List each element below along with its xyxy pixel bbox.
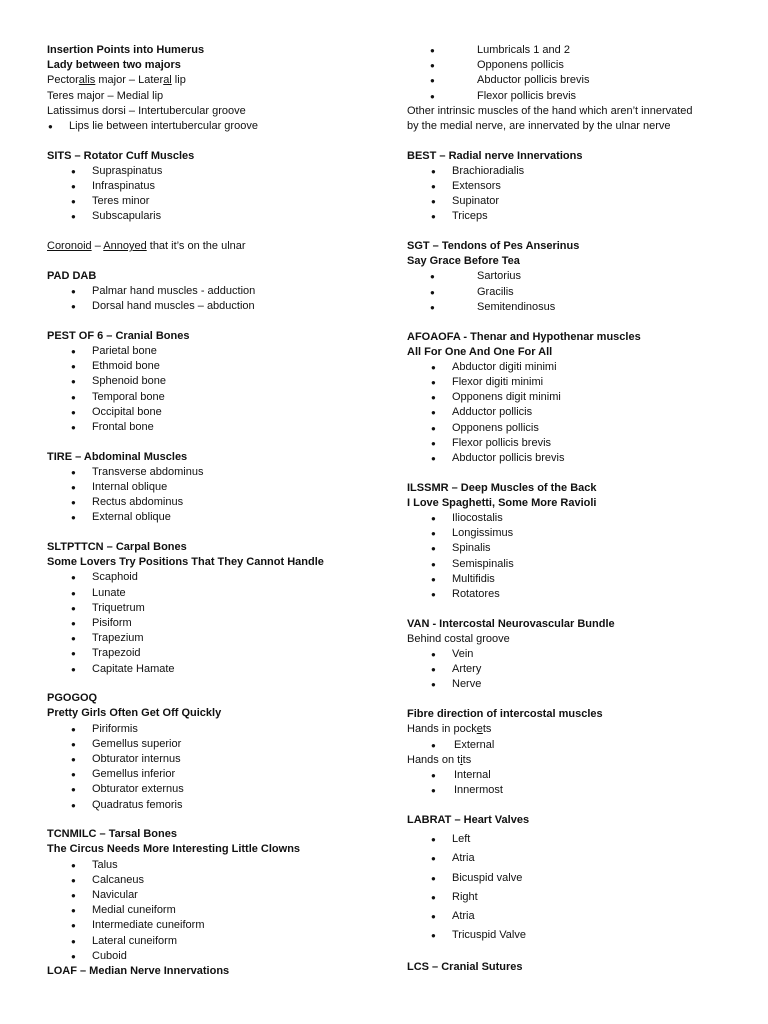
list-item-label: Opponens pollicis bbox=[477, 59, 564, 72]
bullet-icon: ● bbox=[48, 121, 53, 131]
list-item bbox=[47, 737, 387, 752]
bullet-icon: ● bbox=[430, 272, 435, 282]
list-item bbox=[47, 903, 387, 918]
bullet-icon: ● bbox=[71, 619, 76, 628]
body-line: Teres major – Medial lip bbox=[47, 89, 164, 102]
list-item-label: Medial cuneiform bbox=[92, 904, 176, 917]
section-title: LABRAT – Heart Valves bbox=[407, 813, 530, 826]
list-item bbox=[407, 768, 747, 783]
list-item-label: Talus bbox=[92, 858, 118, 871]
list-item-label: Sartorius bbox=[477, 270, 522, 283]
bullet-icon: ● bbox=[431, 854, 436, 864]
bullet-icon: ● bbox=[71, 377, 76, 387]
bullet-icon: ● bbox=[71, 407, 76, 417]
list-item bbox=[47, 510, 387, 525]
bullet-list bbox=[407, 511, 747, 602]
list-item-label: Flexor pollicis brevis bbox=[477, 89, 577, 102]
bullet-icon: ● bbox=[71, 212, 76, 222]
bullet-icon: ● bbox=[431, 197, 436, 207]
section-title: LOAF – Median Nerve Innervations bbox=[47, 964, 230, 977]
bullet-icon: ● bbox=[431, 212, 436, 222]
bullet-icon: ● bbox=[71, 921, 76, 931]
list-item-label: Vein bbox=[452, 648, 474, 661]
right-column bbox=[407, 43, 747, 975]
list-item-label: Semispinalis bbox=[452, 557, 514, 570]
bullet-list bbox=[407, 647, 747, 693]
bullet-icon: ● bbox=[431, 770, 436, 780]
list-item-label: Semitendinosus bbox=[477, 300, 556, 313]
list-item-label: Flexor pollicis brevis bbox=[452, 436, 552, 449]
bullet-icon: ● bbox=[430, 61, 435, 71]
list-item bbox=[407, 888, 747, 907]
section-title: BEST – Radial nerve Innervations bbox=[407, 149, 583, 162]
bullet-list bbox=[47, 164, 387, 225]
list-item bbox=[47, 480, 387, 495]
list-item-label: Intermediate cuneiform bbox=[92, 919, 205, 932]
list-item bbox=[407, 526, 747, 541]
bullet-icon: ● bbox=[71, 347, 76, 356]
list-item bbox=[47, 888, 387, 903]
list-item-label: Flexor digiti minimi bbox=[452, 376, 544, 389]
list-item bbox=[47, 858, 387, 873]
bullet-icon: ● bbox=[431, 912, 436, 922]
section-subtitle: Some Lovers Try Positions That They Cannot Handle bbox=[47, 556, 324, 569]
list-item-label: Rectus abdominus bbox=[92, 496, 184, 509]
list-item-label: Gracilis bbox=[477, 285, 514, 298]
section-title: PEST OF 6 – Cranial Bones bbox=[47, 329, 190, 342]
list-item-label: Supinator bbox=[452, 195, 500, 208]
list-item-label: Cuboid bbox=[92, 949, 127, 962]
bullet-icon: ● bbox=[71, 588, 76, 598]
section-title: SGT – Tendons of Pes Anserinus bbox=[407, 240, 580, 253]
list-item bbox=[47, 374, 387, 389]
list-item-label: Obturator internus bbox=[92, 753, 181, 765]
list-item-label: Pisiform bbox=[92, 617, 132, 629]
list-item-label: Innermost bbox=[454, 784, 503, 797]
bullet-icon: ● bbox=[431, 650, 436, 660]
list-item bbox=[407, 73, 747, 88]
bullet-icon: ● bbox=[71, 422, 76, 432]
bullet-icon: ● bbox=[71, 467, 76, 477]
list-item bbox=[47, 949, 387, 964]
list-item bbox=[47, 752, 387, 767]
list-item-label: Tricuspid Valve bbox=[452, 929, 526, 942]
list-item bbox=[47, 934, 387, 949]
list-item-label: Abductor pollicis brevis bbox=[477, 74, 590, 87]
section-subtitle: Pretty Girls Often Get Off Quickly bbox=[47, 707, 222, 720]
list-item bbox=[407, 421, 747, 436]
bullet-icon: ● bbox=[71, 603, 76, 613]
bullet-icon: ● bbox=[431, 574, 436, 584]
section-subtitle: Lady between two majors bbox=[47, 59, 181, 72]
bullet-icon: ● bbox=[431, 559, 436, 569]
body-line: by the medial nerve, are innervated by the ulnar nerve bbox=[407, 119, 671, 132]
bullet-icon: ● bbox=[430, 302, 435, 312]
bullet-icon: ● bbox=[71, 513, 76, 523]
list-item-label: Left bbox=[452, 832, 471, 845]
list-item-label: Bicuspid valve bbox=[452, 871, 523, 884]
list-item-label: Frontal bone bbox=[92, 420, 154, 433]
list-item bbox=[47, 299, 387, 314]
list-item-label: Ethmoid bone bbox=[92, 360, 160, 373]
bullet-icon: ● bbox=[431, 834, 436, 844]
bullet-icon: ● bbox=[431, 438, 436, 448]
list-item bbox=[47, 722, 387, 737]
list-item bbox=[47, 767, 387, 782]
body-line: Latissimus dorsi – Intertubercular groove bbox=[47, 104, 246, 117]
list-item bbox=[47, 179, 387, 194]
list-item bbox=[407, 269, 747, 284]
list-item-label: External oblique bbox=[92, 511, 171, 524]
bullet-icon: ● bbox=[71, 573, 76, 583]
list-item-label: Obturator externus bbox=[92, 783, 184, 796]
bullet-icon: ● bbox=[431, 393, 436, 403]
list-item bbox=[407, 285, 747, 300]
list-item bbox=[47, 601, 387, 616]
list-item bbox=[407, 557, 747, 572]
list-item bbox=[47, 465, 387, 480]
list-item-label: Lunate bbox=[92, 586, 126, 599]
bullet-icon: ● bbox=[71, 891, 76, 900]
list-item bbox=[407, 375, 747, 390]
list-item-label: Trapezium bbox=[92, 632, 144, 645]
section-title: SITS – Rotator Cuff Muscles bbox=[47, 149, 195, 162]
list-item-label: Subscapularis bbox=[92, 210, 162, 223]
list-item bbox=[407, 164, 747, 179]
section-title: ILSSMR – Deep Muscles of the Back bbox=[407, 481, 597, 494]
list-item bbox=[407, 541, 747, 556]
bullet-list bbox=[407, 269, 747, 315]
list-item-label: Dorsal hand muscles – abduction bbox=[92, 300, 255, 313]
bullet-icon: ● bbox=[71, 649, 76, 659]
list-item bbox=[47, 616, 387, 631]
list-item-label: Nerve bbox=[452, 678, 482, 691]
list-item-label: Gemellus inferior bbox=[92, 768, 176, 781]
list-item bbox=[47, 284, 387, 299]
bullet-icon: ● bbox=[431, 182, 436, 191]
list-item bbox=[47, 662, 387, 677]
list-item bbox=[407, 830, 747, 849]
list-item bbox=[47, 631, 387, 646]
list-item bbox=[407, 194, 747, 209]
bullet-icon: ● bbox=[431, 873, 436, 883]
list-item bbox=[47, 646, 387, 661]
bullet-icon: ● bbox=[71, 770, 76, 780]
list-item bbox=[407, 179, 747, 194]
bullet-list bbox=[407, 828, 747, 946]
bullet-icon: ● bbox=[71, 875, 76, 885]
list-item bbox=[47, 359, 387, 374]
list-item-label: Iliocostalis bbox=[452, 512, 503, 525]
list-item bbox=[47, 209, 387, 224]
bullet-icon: ● bbox=[431, 408, 436, 418]
list-item bbox=[407, 572, 747, 587]
bullet-icon: ● bbox=[71, 362, 76, 372]
section-subtitle: Behind costal groove bbox=[407, 632, 510, 645]
list-item-label: Quadratus femoris bbox=[92, 798, 183, 811]
section-subtitle: I Love Spaghetti, Some More Ravioli bbox=[407, 496, 597, 509]
list-item-label: Triceps bbox=[452, 210, 488, 223]
list-item-label: Artery bbox=[452, 663, 482, 676]
section-title: PAD DAB bbox=[47, 269, 97, 282]
list-item bbox=[47, 918, 387, 933]
section-title: VAN - Intercostal Neurovascular Bundle bbox=[407, 617, 615, 630]
bullet-list bbox=[47, 344, 387, 435]
list-item-label: Supraspinatus bbox=[92, 164, 163, 177]
bullet-icon: ● bbox=[431, 514, 436, 524]
bullet-icon: ● bbox=[71, 724, 76, 734]
list-item-label: Adductor pollicis bbox=[452, 406, 533, 419]
bullet-icon: ● bbox=[71, 197, 76, 207]
bullet-icon: ● bbox=[431, 786, 436, 796]
list-item bbox=[47, 194, 387, 209]
list-item-label: Spinalis bbox=[452, 542, 491, 555]
section-subtitle: Say Grace Before Tea bbox=[407, 255, 520, 268]
list-item-label: Lateral cuneiform bbox=[92, 934, 177, 947]
list-item: ● Lips lie between intertubercular groove bbox=[47, 119, 387, 134]
bullet-icon: ● bbox=[430, 91, 435, 101]
bullet-list bbox=[47, 465, 387, 526]
bullet-list bbox=[407, 43, 747, 104]
bullet-list bbox=[47, 858, 387, 964]
section-title: AFOAOFA - Thenar and Hypothenar muscles bbox=[407, 330, 641, 343]
section-title: Fibre direction of intercostal muscles bbox=[407, 708, 603, 721]
bullet-icon: ● bbox=[71, 739, 76, 749]
bullet-icon: ● bbox=[71, 634, 76, 644]
list-item-label: Sphenoid bone bbox=[92, 375, 167, 388]
list-item-label: Triquetrum bbox=[92, 601, 145, 614]
bullet-icon: ● bbox=[431, 544, 436, 554]
list-item bbox=[407, 89, 747, 104]
section-title: Insertion Points into Humerus bbox=[47, 44, 205, 56]
section-subtitle: The Circus Needs More Interesting Little Clowns bbox=[47, 843, 301, 856]
list-item bbox=[407, 43, 747, 58]
list-item bbox=[407, 58, 747, 73]
list-item bbox=[407, 360, 747, 375]
bullet-icon: ● bbox=[71, 302, 76, 312]
list-item bbox=[47, 420, 387, 435]
list-item bbox=[407, 677, 747, 692]
bullet-icon: ● bbox=[431, 362, 436, 372]
list-item-label: Teres minor bbox=[92, 195, 150, 208]
list-item-label: Rotatores bbox=[452, 588, 500, 600]
bullet-icon: ● bbox=[71, 800, 76, 810]
list-item bbox=[47, 164, 387, 179]
bullet-list bbox=[47, 570, 387, 676]
list-item-label: Infraspinatus bbox=[92, 180, 155, 192]
list-item-label: Scaphoid bbox=[92, 571, 138, 584]
section-title: TIRE – Abdominal Muscles bbox=[47, 450, 188, 463]
list-item-label: Temporal bone bbox=[92, 390, 165, 403]
list-item bbox=[47, 405, 387, 420]
bullet-list bbox=[407, 768, 747, 798]
list-item-label: Capitate Hamate bbox=[92, 662, 175, 675]
bullet-icon: ● bbox=[431, 665, 436, 675]
list-item bbox=[407, 849, 747, 868]
bullet-icon: ● bbox=[71, 286, 76, 296]
bullet-icon: ● bbox=[71, 182, 76, 191]
list-item bbox=[47, 586, 387, 601]
list-item bbox=[407, 405, 747, 420]
list-item bbox=[407, 587, 747, 602]
list-item bbox=[407, 390, 747, 405]
bullet-icon: ● bbox=[430, 46, 435, 55]
list-item bbox=[47, 344, 387, 359]
bullet-icon: ● bbox=[71, 755, 76, 764]
bullet-icon: ● bbox=[71, 664, 76, 674]
section-title: SLTPTTCN – Carpal Bones bbox=[47, 541, 187, 554]
bullet-icon: ● bbox=[431, 892, 436, 902]
list-item-label: Brachioradialis bbox=[452, 164, 525, 177]
list-item-label: Occipital bone bbox=[92, 405, 162, 418]
bullet-icon: ● bbox=[71, 166, 76, 176]
list-item bbox=[407, 511, 747, 526]
body-line: Pectoralis major – Lateral lip bbox=[47, 74, 186, 87]
bullet-icon: ● bbox=[431, 931, 436, 941]
list-item-label: Gemellus superior bbox=[92, 737, 182, 750]
bullet-list bbox=[407, 164, 747, 225]
body-line: Hands on tits bbox=[407, 753, 472, 766]
list-item bbox=[47, 570, 387, 585]
list-item bbox=[407, 783, 747, 798]
bullet-icon: ● bbox=[431, 423, 436, 433]
bullet-icon: ● bbox=[431, 454, 436, 463]
body-line: Hands in pockets bbox=[407, 723, 492, 736]
list-item bbox=[407, 436, 747, 451]
bullet-icon: ● bbox=[431, 166, 436, 176]
list-item bbox=[407, 907, 747, 926]
bullet-icon: ● bbox=[71, 951, 76, 961]
list-item-label: Atria bbox=[452, 852, 475, 865]
list-item-label: Opponens pollicis bbox=[452, 421, 539, 434]
list-item-label: Palmar hand muscles - adduction bbox=[92, 284, 256, 297]
list-item-label: Opponens digit minimi bbox=[452, 391, 561, 404]
section-title: LCS – Cranial Sutures bbox=[407, 961, 523, 974]
list-item bbox=[407, 300, 747, 315]
list-item bbox=[407, 451, 747, 466]
bullet-icon: ● bbox=[71, 483, 76, 492]
bullet-icon: ● bbox=[430, 76, 435, 86]
list-item-label: Parietal bone bbox=[92, 345, 157, 357]
list-item-label: Internal oblique bbox=[92, 481, 168, 493]
list-item bbox=[407, 662, 747, 677]
list-item-label: Calcaneus bbox=[92, 873, 144, 886]
bullet-icon: ● bbox=[71, 860, 76, 870]
list-item-label: Longissimus bbox=[452, 527, 514, 540]
list-item-label: Internal bbox=[454, 768, 491, 781]
bullet-list bbox=[47, 284, 387, 314]
list-item bbox=[407, 209, 747, 224]
list-item bbox=[407, 869, 747, 888]
list-item-label: Extensors bbox=[452, 180, 501, 192]
list-item: ● External bbox=[407, 738, 747, 753]
list-item-label: Right bbox=[452, 890, 478, 903]
list-item bbox=[47, 390, 387, 405]
bullet-icon: ● bbox=[431, 529, 436, 539]
bullet-icon: ● bbox=[71, 498, 76, 508]
section-title: PGOGOQ bbox=[47, 692, 98, 705]
bullet-icon: ● bbox=[430, 287, 435, 297]
bullet-icon: ● bbox=[71, 906, 76, 916]
bullet-list bbox=[47, 722, 387, 813]
bullet-icon: ● bbox=[431, 740, 436, 750]
list-item bbox=[407, 647, 747, 662]
list-item bbox=[47, 798, 387, 813]
list-item bbox=[47, 782, 387, 797]
left-column bbox=[47, 43, 387, 979]
list-item-label: Navicular bbox=[92, 889, 138, 901]
bullet-icon: ● bbox=[431, 590, 436, 599]
section-subtitle: All For One And One For All bbox=[407, 345, 553, 358]
list-item bbox=[47, 873, 387, 888]
list-item-label: Abductor digiti minimi bbox=[452, 360, 557, 373]
body-line: Other intrinsic muscles of the hand which aren’t innervated bbox=[407, 104, 693, 117]
bullet-icon: ● bbox=[431, 680, 436, 690]
bullet-icon: ● bbox=[71, 936, 76, 946]
bullet-list bbox=[407, 360, 747, 466]
list-item-label: Transverse abdominus bbox=[92, 465, 204, 478]
list-item-label: Abductor pollicis brevis bbox=[452, 452, 565, 464]
bullet-icon: ● bbox=[71, 785, 76, 795]
body-line: Coronoid – Annoyed that it’s on the ulnar bbox=[47, 240, 246, 253]
list-item-label: Lumbricals 1 and 2 bbox=[477, 44, 570, 56]
bullet-icon: ● bbox=[71, 392, 76, 402]
list-item bbox=[47, 495, 387, 510]
section-title: TCNMILC – Tarsal Bones bbox=[47, 828, 177, 841]
bullet-icon: ● bbox=[431, 378, 436, 388]
list-item-label: Trapezoid bbox=[92, 647, 141, 660]
list-item-label: Multifidis bbox=[452, 572, 495, 585]
list-item bbox=[407, 926, 747, 945]
list-item-label: Atria bbox=[452, 910, 475, 923]
list-item-label: Piriformis bbox=[92, 722, 138, 735]
